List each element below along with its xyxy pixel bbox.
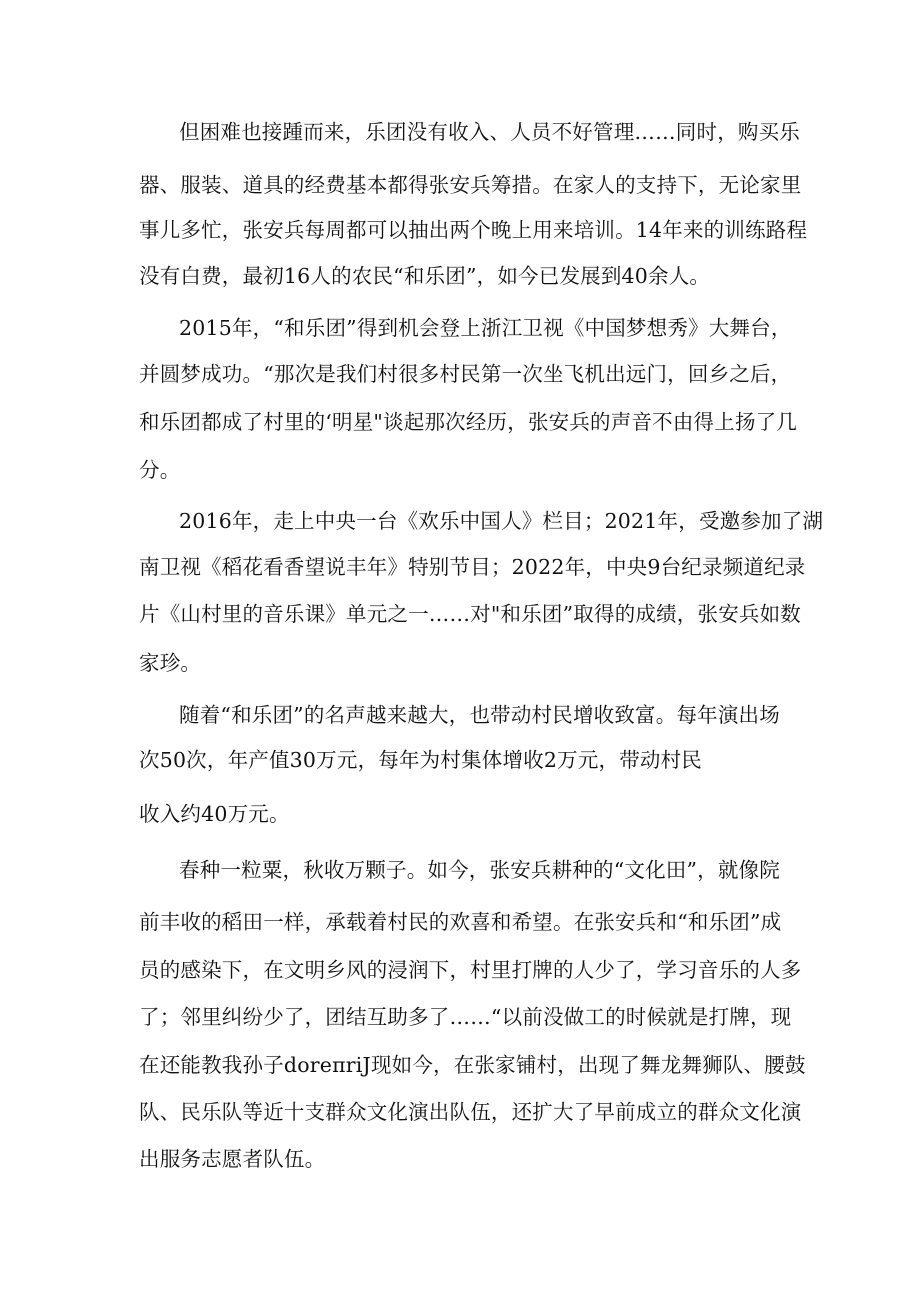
paragraph-line: 次50次，年产值30万元，每年为村集体增收2万元，带动村民 — [139, 748, 703, 772]
paragraph-line: 和乐团都成了村里的‘明星"谈起那次经历，张安兵的声音不由得上扬了几 — [139, 410, 798, 434]
paragraph-line: 分。 — [139, 458, 181, 482]
paragraph-line: 在还能教我孙子doreπriJ现如今，在张家铺村，出现了舞龙舞狮队、腰鼓 — [139, 1053, 806, 1077]
paragraph-line: 器、服装、道具的经费基本都得张安兵筹措。在家人的支持下，无论家里 — [139, 173, 802, 197]
paragraph-line: 员的感染下，在文明乡风的浸润下，村里打牌的人少了，学习音乐的人多 — [139, 958, 802, 982]
paragraph-line: 2015年，“和乐团”得到机会登上浙江卫视《中国梦想秀》大舞台， — [179, 316, 792, 340]
paragraph-line: 收入约40万元。 — [139, 802, 290, 826]
paragraph-line: 没有白费，最初16人的农民“和乐团”，如今已发展到40余人。 — [139, 264, 711, 288]
paragraph-line: 2016年，走上中央一台《欢乐中国人》栏目；2021年，受邀参加了湖 — [179, 509, 824, 533]
paragraph-line: 片《山村里的音乐课》单元之一……对"和乐团”取得的成绩，张安兵如数 — [139, 602, 802, 626]
paragraph-line: 春种一粒粟，秋收万颗子。如今，张安兵耕种的“文化田”，就像院 — [179, 858, 780, 882]
paragraph-line: 随着“和乐团”的名声越来越大，也带动村民增收致富。每年演出场 — [179, 703, 780, 727]
paragraph-line: 南卫视《稻花看香望说丰年》特别节目；2022年，中央9台纪录频道纪录 — [139, 555, 806, 579]
paragraph-line: 了；邻里纠纷少了，团结互助多了……“以前没做工的时候就是打牌，现 — [139, 1005, 792, 1029]
paragraph-line: 但困难也接踵而来，乐团没有收入、人员不好管理……同时，购买乐 — [179, 120, 800, 144]
paragraph-line: 事儿多忙，张安兵每周都可以抽出两个晚上用来培训。14年来的训练路程 — [139, 218, 808, 242]
paragraph-line: 前丰收的稻田一样，承载着村民的欢喜和希望。在张安兵和“和乐团”成 — [139, 910, 782, 934]
paragraph-line: 出服务志愿者队伍。 — [139, 1147, 326, 1171]
paragraph-line: 家珍。 — [139, 651, 202, 675]
paragraph-line: 并圆梦成功。“那次是我们村很多村民第一次坐飞机出远门，回乡之后， — [139, 362, 792, 386]
paragraph-line: 队、民乐队等近十支群众文化演出队伍，还扩大了早前成立的群众文化演 — [139, 1100, 802, 1124]
